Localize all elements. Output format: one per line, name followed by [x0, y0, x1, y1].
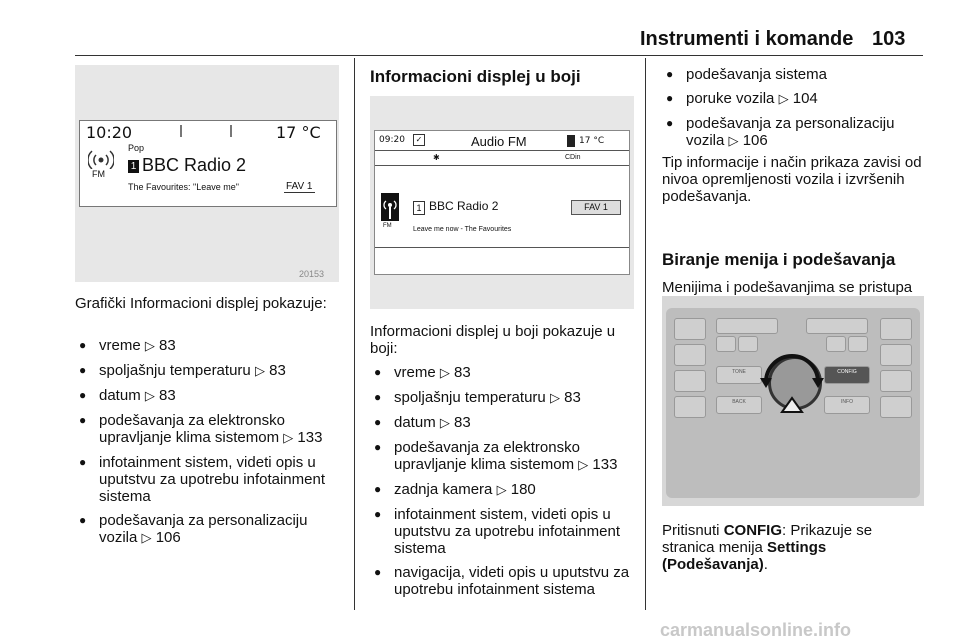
rotate-arrow-icon	[752, 342, 832, 422]
fav-button: FAV 1	[571, 200, 621, 215]
info-button: INFO	[824, 396, 870, 414]
display-temperature: 17 °C	[276, 123, 321, 142]
display-radiotext: Leave me now - The Favourites	[413, 226, 512, 233]
display-time: 09:20	[379, 135, 405, 145]
page-ref-icon: ▷	[549, 391, 560, 406]
page-ref-icon: ▷	[728, 134, 739, 149]
list-item-text: podešavanja sistema	[686, 66, 827, 83]
running-header: Instrumenti i komande	[640, 28, 854, 50]
col1-bullet-list	[75, 337, 345, 554]
page-ref[interactable]: 133	[297, 429, 323, 446]
display-fav: FAV 1	[286, 181, 313, 192]
list-item	[75, 512, 345, 547]
panel-button	[880, 318, 912, 340]
list-item-text: navigacija, videti opis u uputstvu za upotrebu infotainment sistema	[394, 564, 630, 598]
page-ref-icon: ▷	[778, 92, 789, 107]
list-item	[370, 364, 640, 382]
list-item-text: poruke vozila	[686, 90, 775, 107]
list-item	[370, 414, 640, 432]
list-item	[370, 439, 640, 474]
list-item	[662, 90, 927, 108]
page-ref[interactable]: 83	[159, 337, 176, 354]
list-item-text: datum	[394, 414, 436, 431]
list-item-text: podešavanja za elektronsko upravljanje klima sistemom	[99, 412, 285, 446]
info-icon	[567, 135, 575, 147]
settings-keyword: Settings (Podešavanja)	[662, 539, 827, 573]
list-item	[75, 454, 345, 505]
panel-button	[716, 318, 778, 334]
page-ref[interactable]: 106	[742, 132, 768, 149]
display-tick	[180, 125, 182, 137]
list-item-text: spoljašnju temperaturu	[394, 389, 546, 406]
list-item-text: podešavanja za personalizaciju vozila	[99, 512, 308, 546]
config-keyword: CONFIG	[723, 522, 783, 539]
list-item-text: infotainment sistem, videti opis u uputstvu za upotrebu infotainment sistema	[99, 454, 325, 505]
list-item-text: spoljašnju temperaturu	[99, 362, 251, 379]
display-time: 10:20	[86, 123, 133, 142]
page-number: 103	[872, 28, 906, 50]
page-ref[interactable]: 83	[159, 387, 176, 404]
page-ref-icon: ▷	[496, 483, 507, 498]
back-button: BACK	[716, 396, 762, 414]
display-genre: Pop	[128, 143, 145, 153]
page-ref-icon: ▷	[144, 339, 155, 354]
panel-button	[674, 318, 706, 340]
panel-button	[880, 370, 912, 392]
list-item-text: infotainment sistem, videti opis u uputstvu za upotrebu infotainment sistema	[394, 506, 620, 557]
section-heading: Biranje menija i podešavanja	[662, 250, 896, 269]
graphic-display-figure	[75, 65, 339, 282]
paragraph: Menijima i podešavanjima se pristupa	[662, 279, 913, 296]
display-divider	[375, 247, 629, 248]
station-number-badge: 1	[128, 160, 139, 173]
display-title: Audio FM	[471, 134, 527, 149]
figure-caption: Informacioni displej u boji pokazuje u boji:	[370, 323, 616, 357]
page-ref-icon: ▷	[141, 531, 152, 546]
watermark: carmanualsonline.info	[660, 620, 852, 640]
tone-button: TONE	[716, 366, 762, 384]
radio-antenna-icon	[88, 147, 114, 169]
paragraph	[662, 522, 924, 573]
page-ref-icon: ▷	[439, 366, 450, 381]
display-divider	[375, 165, 629, 166]
list-item	[370, 506, 640, 557]
list-item-text: podešavanja za personalizaciju vozila	[686, 115, 895, 149]
list-item-text: vreme	[99, 337, 141, 354]
display-tick	[230, 125, 232, 137]
text-run: .	[763, 556, 768, 573]
text-run: : Prikazuje se stranica menija	[662, 522, 873, 556]
display-station: BBC Radio 2	[142, 155, 247, 175]
list-item	[662, 115, 927, 150]
display-temperature: 17 °C	[579, 136, 605, 146]
display-cdin: CDin	[565, 154, 581, 161]
page-ref[interactable]: 104	[792, 90, 818, 107]
list-item	[75, 412, 345, 447]
panel-button	[848, 336, 868, 352]
check-icon: ✓	[413, 134, 425, 146]
page-ref-icon: ▷	[144, 389, 155, 404]
header-rule	[75, 55, 923, 56]
list-item-text: zadnja kamera	[394, 481, 493, 498]
page-ref-icon: ▷	[283, 431, 294, 446]
list-item	[370, 564, 640, 598]
display-radiotext: The Favourites: "Leave me"	[128, 182, 239, 192]
section-heading: Informacioni displej u boji	[370, 67, 581, 86]
list-item	[75, 387, 345, 405]
list-item-text: vreme	[394, 364, 436, 381]
panel-button	[674, 370, 706, 392]
display-screen	[374, 130, 630, 275]
control-panel-figure	[662, 296, 924, 506]
panel-button	[674, 344, 706, 366]
page-ref[interactable]: 83	[269, 362, 286, 379]
station-number-badge: 1	[413, 201, 425, 215]
bluetooth-icon: ✱	[433, 153, 440, 162]
column-divider-1	[354, 58, 355, 610]
list-item	[662, 66, 927, 83]
text-run: Pritisnuti	[662, 522, 724, 539]
display-screen	[79, 120, 337, 207]
page-ref[interactable]: 83	[454, 414, 471, 431]
list-item-text: podešavanja za elektronsko upravljanje klima sistemom	[394, 439, 580, 473]
page-ref[interactable]: 83	[564, 389, 581, 406]
page-ref-icon: ▷	[439, 416, 450, 431]
panel-button	[716, 336, 736, 352]
figure-code: 20153	[299, 269, 325, 279]
list-item	[75, 362, 345, 380]
page-ref[interactable]: 180	[510, 481, 536, 498]
page-ref-icon: ▷	[578, 458, 589, 473]
control-panel	[666, 308, 920, 498]
display-divider	[375, 150, 629, 151]
page-ref-icon: ▷	[254, 364, 265, 379]
display-band: FM	[92, 169, 105, 179]
page-ref[interactable]: 83	[454, 364, 471, 381]
col3-bullet-list	[662, 66, 927, 157]
list-item	[370, 481, 640, 499]
panel-button	[806, 318, 868, 334]
radio-antenna-icon	[381, 193, 399, 221]
display-band: FM	[383, 223, 392, 229]
list-item	[370, 389, 640, 407]
display-station: BBC Radio 2	[429, 199, 499, 213]
page-ref[interactable]: 133	[592, 456, 618, 473]
paragraph: Tip informacije i način prikaza zavisi od nivoa opremljenosti vozila i izvršenih podešavanja.	[662, 154, 922, 205]
panel-button	[880, 396, 912, 418]
page-ref[interactable]: 106	[155, 529, 181, 546]
panel-button	[674, 396, 706, 418]
color-display-figure	[370, 96, 634, 309]
col2-bullet-list	[370, 364, 640, 605]
list-item	[75, 337, 345, 355]
list-item-text: datum	[99, 387, 141, 404]
config-button: CONFIG	[824, 366, 870, 384]
figure-caption: Grafički Informacioni displej pokazuje:	[75, 295, 327, 312]
panel-button	[880, 344, 912, 366]
column-divider-2	[645, 58, 646, 610]
